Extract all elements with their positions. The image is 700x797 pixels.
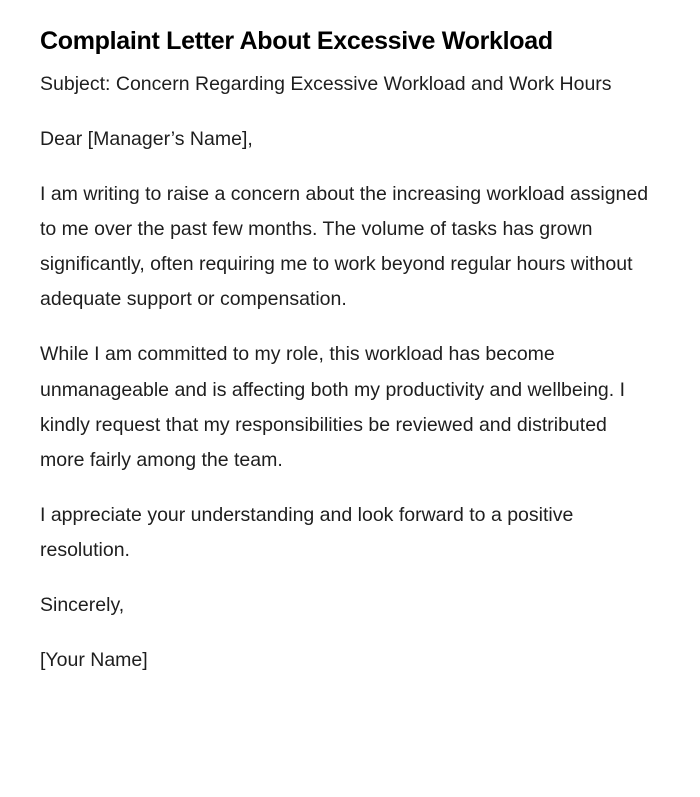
page-title: Complaint Letter About Excessive Workload	[40, 27, 553, 55]
letter-subject: Subject: Concern Regarding Excessive Workload and Work Hours	[40, 73, 612, 95]
letter-signature: [Your Name]	[40, 648, 148, 671]
letter-body-paragraph-2: While I am committed to my role, this workload has become unmanageable and is affecting both my productivity and wellbeing. I kindly request that my responsibilities be reviewed and distributed more fairly among the team.	[40, 343, 626, 472]
letter-salutation: Dear [Manager’s Name],	[40, 127, 253, 150]
letter-body-paragraph-1: I am writing to raise a concern about the increasing workload assigned to me over the past few months. The volume of tasks has grown significantly, often requiring me to work beyond regular hours without adequate support or compensation.	[40, 182, 649, 311]
letter-closing: Sincerely,	[40, 594, 125, 617]
letter-body-paragraph-3: I appreciate your understanding and look forward to a positive resolution.	[40, 503, 574, 562]
